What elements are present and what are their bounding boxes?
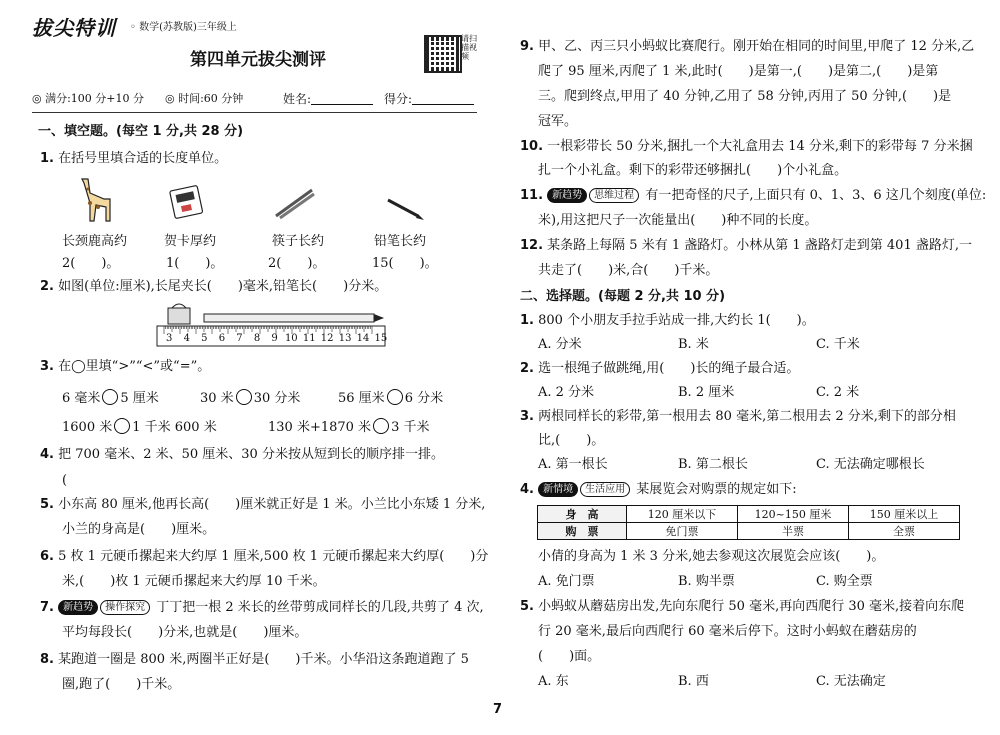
brand-logo: 拔尖特训 [32, 16, 116, 40]
ruler-tick: 7 [236, 333, 243, 344]
answer-blank-giraffe[interactable]: 2( )。 [62, 256, 120, 271]
score-field[interactable] [384, 90, 474, 108]
full-score: ◎ 满分:100 分+10 分 [32, 92, 145, 105]
ticket-table [537, 505, 960, 540]
question-10: 10. 一根彩带长 50 分米,捆扎一个大礼盒用去 14 分米,剩下的彩带每 7 分米捆 [520, 139, 973, 154]
compare-1[interactable]: 6 毫米 5 厘米 [62, 391, 159, 406]
giraffe-icon [68, 175, 118, 225]
option-a[interactable]: A. 2 分米 [538, 385, 595, 400]
question-1: 1. 在括号里填合适的长度单位。 [40, 151, 228, 166]
ruler-tick: 8 [253, 333, 261, 344]
option-a[interactable]: A. 东 [538, 674, 569, 689]
question-12-cont: 共走了( )米,合( )千米。 [538, 263, 719, 278]
choice-5-cont: 行 20 毫米,最后向西爬行 60 毫米后停下。这时小蚂蚁在蘑菇房的 [538, 624, 917, 639]
answer-blank-chopsticks[interactable]: 2( )。 [268, 256, 326, 271]
pencil-icon [384, 196, 424, 222]
choice-3: 3. 两根同样长的彩带,第一根用去 80 毫米,第二根用去 2 分米,剩下的部分相 [520, 409, 956, 424]
ruler-tick: 4 [183, 333, 190, 344]
option-a[interactable]: A. 免门票 [538, 574, 595, 589]
table-cell: 150 厘米以上 [849, 506, 960, 523]
ruler-tick: 9 [271, 333, 278, 344]
question-9-cont3: 冠军。 [538, 114, 578, 129]
qr-code-icon [424, 35, 462, 73]
option-c[interactable]: C. 千米 [816, 337, 860, 352]
table-row [538, 523, 960, 540]
section-fill-blank: 一、填空题。(每空 1 分,共 28 分) [38, 124, 244, 139]
question-5: 5. 小东高 80 厘米,他再长高( )厘米就正好是 1 米。小兰比小东矮 1 分米, [40, 497, 486, 512]
choice-4: 4. 新情境 生活应用 某展览会对购票的规定如下: [520, 482, 797, 497]
item-label-chopsticks: 筷子长约 [272, 234, 325, 249]
table-cell: 全票 [849, 523, 960, 540]
table-cell: 120~150 厘米 [738, 506, 849, 523]
table-cell: 120 厘米以下 [627, 506, 738, 523]
name-blank[interactable] [311, 92, 373, 105]
option-b[interactable]: B. 购半票 [678, 574, 735, 589]
table-header-ticket: 购 票 [538, 523, 627, 540]
question-4: 4. 把 700 毫米、2 米、50 厘米、30 分米按从短到长的顺序排一排。 [40, 447, 444, 462]
question-6: 6. 5 枚 1 元硬币摞起来大约厚 1 厘米,500 枚 1 元硬币摞起来大约厚( )分 [40, 549, 489, 564]
ruler-tick: 5 [201, 333, 208, 344]
item-label-pencil: 铅笔长约 [374, 234, 427, 249]
choice-1: 1. 800 个小朋友手拉手站成一排,大约长 1( )。 [520, 313, 815, 328]
question-9-cont2: 三。爬到终点,甲用了 40 分钟,乙用了 58 分钟,丙用了 50 分钟,( )是 [538, 89, 952, 104]
divider [32, 112, 477, 113]
choice-4-cont: 小倩的身高为 1 米 3 分米,她去参观这次展览会应该( )。 [538, 549, 885, 564]
question-7: 7. 新趋势 操作探究 丁丁把一根 2 米长的丝带剪成同样长的几段,共剪了 4 次, [40, 600, 484, 615]
score-label: 得分: [384, 92, 413, 106]
option-c[interactable]: C. 无法确定哪根长 [816, 457, 925, 472]
tag-new-trend: 新趋势 [547, 188, 587, 203]
question-10-cont: 扎一个小礼盒。剩下的彩带还够捆扎( )个小礼盒。 [538, 163, 848, 178]
tag-new-context: 新情境 [538, 482, 578, 497]
question-5-cont: 小兰的身高是( )厘米。 [62, 522, 216, 537]
item-label-giraffe: 长颈鹿高约 [62, 234, 128, 249]
tag-life: 生活应用 [580, 482, 630, 497]
compare-2[interactable]: 30 米 30 分米 [200, 391, 301, 406]
question-2: 2. 如图(单位:厘米),长尾夹长( )毫米,铅笔长( )分米。 [40, 279, 388, 294]
name-label: 姓名: [283, 92, 312, 106]
table-cell: 免门票 [627, 523, 738, 540]
ruler-tick-labels [166, 330, 387, 348]
name-field[interactable] [283, 90, 373, 108]
page-number: 7 [493, 702, 503, 717]
choice-5: 5. 小蚂蚁从蘑菇房出发,先向东爬行 50 毫米,再向西爬行 30 毫米,接着向东爬 [520, 599, 965, 614]
question-12: 12. 某条路上每隔 5 米有 1 盏路灯。小林从第 1 盏路灯走到第 401 盏路灯,一 [520, 238, 972, 253]
compare-3[interactable]: 56 厘米 6 分米 [338, 391, 444, 406]
time-limit: ◎ 时间:60 分钟 [165, 92, 244, 105]
option-a[interactable]: A. 分米 [538, 337, 582, 352]
option-c[interactable]: C. 购全票 [816, 574, 873, 589]
ruler-tick: 6 [218, 333, 226, 344]
ruler-tick: 3 [166, 333, 173, 344]
ruler-tick: 12 [320, 333, 334, 344]
question-9: 9. 甲、乙、丙三只小蚂蚁比赛爬行。刚开始在相同的时间里,甲爬了 12 分米,乙 [520, 39, 975, 54]
compare-5[interactable]: 130 米+1870 米 3 千米 [268, 420, 430, 435]
question-11: 11. 新趋势 思维过程 有一把奇怪的尺子,上面只有 0、1、3、6 这几个刻度(单位: [520, 188, 987, 203]
table-cell: 半票 [738, 523, 849, 540]
score-blank[interactable] [412, 92, 474, 105]
question-8-cont: 圈,跑了( )千米。 [62, 677, 181, 692]
option-c[interactable]: C. 无法确定 [816, 674, 886, 689]
question-9-cont: 爬了 95 厘米,丙爬了 1 米,此时( )是第一,( )是第二,( )是第 [538, 64, 939, 79]
answer-blank-q4[interactable]: ( [62, 473, 68, 488]
question-6-cont: 米,( )枚 1 元硬币摞起来大约厚 10 千米。 [62, 574, 326, 589]
option-b[interactable]: B. 西 [678, 674, 709, 689]
option-c[interactable]: C. 2 米 [816, 385, 860, 400]
question-11-cont: 米),用这把尺子一次能量出( )种不同的长度。 [538, 213, 818, 228]
qr-caption: 请扫描视频 [461, 34, 477, 61]
ruler-tick: 15 [374, 333, 388, 344]
option-b[interactable]: B. 米 [678, 337, 709, 352]
item-label-card: 贺卡厚约 [164, 234, 217, 249]
answer-blank-card[interactable]: 1( )。 [166, 256, 224, 271]
option-b[interactable]: B. 2 厘米 [678, 385, 735, 400]
book-subtitle: ◦ 数学(苏教版)三年级上 [130, 22, 237, 33]
question-8: 8. 某跑道一圈是 800 米,两圈半正好是( )千米。小华沿这条跑道跑了 5 [40, 652, 469, 667]
right-page [500, 0, 1000, 735]
ruler-tick: 10 [284, 333, 298, 344]
table-row [538, 506, 960, 523]
tag-thinking: 思维过程 [589, 188, 639, 203]
compare-4[interactable]: 1600 米 1 千米 600 米 [62, 420, 217, 435]
page-title: 第四单元拔尖测评 [190, 50, 326, 70]
ruler-tick: 11 [302, 333, 316, 344]
question-3: 3. 在◯里填“>”“<”或“=”。 [40, 359, 211, 374]
ruler-tick: 14 [356, 333, 370, 344]
tag-new-trend: 新趋势 [58, 600, 98, 615]
option-a[interactable]: A. 第一根长 [538, 457, 608, 472]
greeting-card-icon [168, 183, 208, 221]
question-7-cont: 平均每段长( )分米,也就是( )厘米。 [62, 625, 308, 640]
choice-5-cont2: ( )面。 [538, 649, 601, 664]
chopsticks-icon [272, 186, 316, 220]
section-choice: 二、选择题。(每题 2 分,共 10 分) [520, 289, 726, 304]
choice-2: 2. 选一根绳子做跳绳,用( )长的绳子最合适。 [520, 361, 800, 376]
option-b[interactable]: B. 第二根长 [678, 457, 748, 472]
tag-operation: 操作探究 [100, 600, 150, 615]
choice-3-cont: 比,( )。 [538, 433, 605, 448]
table-header-height: 身 高 [538, 506, 627, 523]
answer-blank-pencil[interactable]: 15( )。 [372, 256, 438, 271]
ruler-tick: 13 [338, 333, 352, 344]
